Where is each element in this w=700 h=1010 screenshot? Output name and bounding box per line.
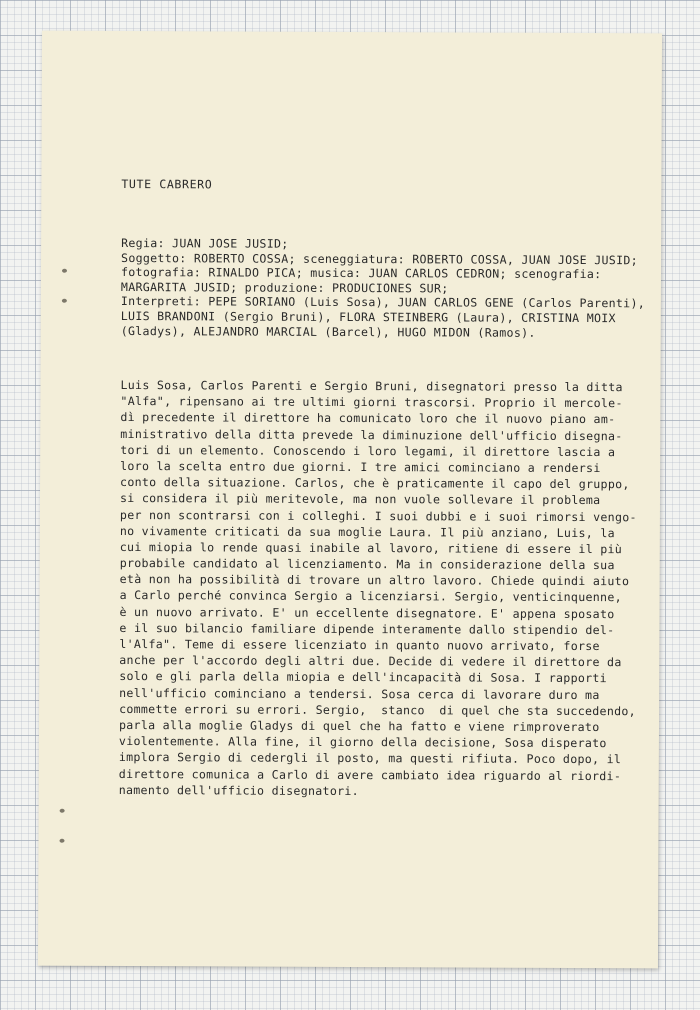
credit-line: LUIS BRANDONI (Sergio Bruni), FLORA STEINBERG (Laura), CRISTINA MOIX [120,308,616,326]
synopsis-line: età non ha possibilità di trovare un altro lavoro. Chiede quindi aiuto [119,572,630,589]
synopsis-line: direttore comunica a Carlo di avere cambiato idea riguardo al riordi- [118,766,622,783]
synopsis-line: namento dell'ufficio disegnatori. [118,782,360,798]
synopsis-line: implora Sergio di cedergli il posto, ma questi rifiuta. Poco dopo, il [118,750,622,767]
synopsis-line: violentemente. Alla fine, il giorno della decisione, Sosa disperato [118,734,607,751]
synopsis-block [119,377,661,800]
synopsis-line: no vivamente criticati da sua moglie Laura. Il più anziano, Luis, la [119,523,615,540]
synopsis-line: anche per l'accordo degli altri due. Decide di vedere il direttore da [119,653,622,670]
credit-line: fotografia: RINALDO PICA; musica: JUAN CARLOS CEDRON; scenografia: [120,265,602,282]
punch-hole [59,839,64,843]
synopsis-line: nell'ufficio cominciano a tendersi. Sosa cerca di lavorare duro ma [119,685,600,702]
synopsis-line: per non scontrarsi con i colleghi. I suoi dubbi e i suoi rimorsi vengo- [119,507,637,524]
synopsis-line: ministrativo della ditta prevede la diminuzione dell'ufficio disegna- [120,426,623,443]
credit-line: Regia: JUAN JOSE JUSID; [121,235,289,251]
credit-line: MARGARITA JUSID; produzione: PRODUCIONES SUR; [120,279,449,296]
synopsis-line: a Carlo perché convinca Sergio a licenziarsi. Sergio, venticinquenne, [119,588,622,605]
synopsis-line: conto della situazione. Carlos, che è praticamente il capo del gruppo, [120,475,630,492]
synopsis-line: cui miopia lo rende quasi inabile al lavoro, ritiene di essere il più [119,539,623,557]
synopsis-line: tori di un elemento. Conoscendo i loro legami, il direttore lascia a [120,442,616,459]
synopsis-line: "Alfa", ripensano ai tre ultimi giorni trascorsi. Proprio il mercole- [120,394,623,411]
synopsis-line: parla alla moglie Gladys di quel che ha fatto e viene rimproverato [118,717,600,735]
film-title: TUTE CABRERO [121,176,213,192]
synopsis-line: si considera il più meritevole, ma non vuole sollevare il problema [119,491,601,508]
typewritten-page [38,31,662,969]
synopsis-line: è un nuovo arrivato. E' un eccellente disegnatore. E' appena sposato [119,604,615,621]
synopsis-line: dì precedente il direttore ha comunicato loro che il nuovo piano am- [120,410,616,427]
credits-block [121,236,661,341]
synopsis-line: Luis Sosa, Carlos Parenti e Sergio Bruni, disegnatori presso la ditta [120,377,623,395]
synopsis-line: l'Alfa". Teme di essere licenziato in quanto nuovo arrivato, forse [119,636,600,654]
credit-line: Interpreti: PEPE SORIANO (Luis Sosa), JUAN CARLOS GENE (Carlos Parenti), [120,294,646,311]
synopsis-line: e il suo bilancio familiare dipende interamente dallo stipendio del- [119,620,615,637]
synopsis-line: loro la scelta entro due giorni. I tre amici cominciano a rendersi [120,458,601,476]
synopsis-line: commette errori su errori. Sergio, stanco di quel che sta succedendo, [119,701,637,718]
punch-hole [62,299,67,303]
punch-hole [60,809,65,813]
punch-hole [62,269,67,273]
credit-line: Soggetto: ROBERTO COSSA; sceneggiatura: ROBERTO COSSA, JUAN JOSE JUSID; [121,250,638,267]
synopsis-line: solo e gli parla della miopia e dell'incapacità di Sosa. I rapporti [119,669,608,686]
credit-line: (Gladys), ALEJANDRO MARCIAL (Barcel), HUGO MIDON (Ramos). [120,323,536,340]
synopsis-line: probabile candidato al licenziamento. Ma in considerazione della sua [119,556,615,573]
